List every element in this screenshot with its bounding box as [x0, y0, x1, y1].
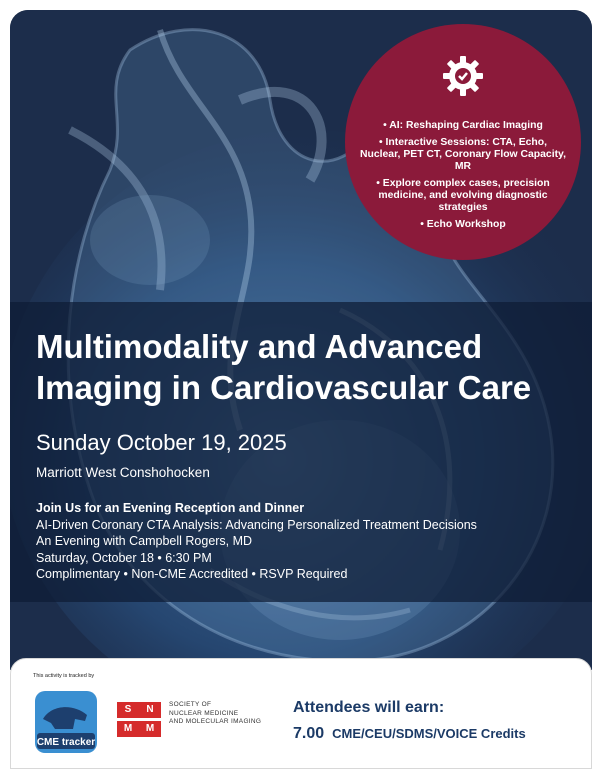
highlight-item: • AI: Reshaping Cardiac Imaging — [383, 120, 543, 131]
tracked-label: This activity is tracked by — [33, 673, 95, 679]
snmmi-line: AND MOLECULAR IMAGING — [169, 718, 262, 725]
reception-line: Saturday, October 18 • 6:30 PM — [36, 550, 212, 565]
reception-line: AI-Driven Coronary CTA Analysis: Advancing Personalized Treatment Decisions — [36, 517, 477, 532]
reception-line: Complimentary • Non-CME Accredited • RSVP Required — [36, 567, 348, 581]
gear-check-icon — [441, 54, 485, 98]
event-venue: Marriott West Conshohocken — [36, 465, 210, 480]
highlights-list — [359, 120, 567, 236]
poster — [10, 10, 592, 670]
snmmi-logo — [117, 699, 277, 734]
reception-info — [36, 500, 576, 583]
snmmi-line: NUCLEAR MEDICINE — [169, 709, 239, 717]
highlights-circle — [345, 24, 581, 260]
snm-letter: S — [117, 702, 139, 718]
snm-letter: N — [139, 702, 161, 718]
cme-logo-text: CME tracker — [36, 737, 96, 748]
credits-text: CME/CEU/SDMS/VOICE Credits — [332, 726, 526, 741]
highlight-item: • Echo Workshop — [420, 219, 506, 230]
event-title: Multimodality and Advanced Imaging in Cardiovascular Care — [36, 328, 532, 406]
cme-tracker-logo — [33, 685, 99, 757]
highlight-item: • Interactive Sessions: CTA, Echo, Nuclear, PET CT, Coronary Flow Capacity, MR — [360, 137, 566, 172]
event-date: Sunday October 19, 2025 — [36, 430, 287, 455]
footer — [10, 658, 592, 769]
earn-heading: Attendees will earn: — [293, 699, 445, 716]
highlight-item: • Explore complex cases, precision medicine, and evolving diagnostic strategies — [376, 178, 550, 213]
reception-line: An Evening with Campbell Rogers, MD — [36, 534, 253, 548]
reception-heading: Join Us for an Evening Reception and Dinner — [36, 501, 305, 515]
credits-line — [293, 725, 526, 743]
snm-letter: M — [139, 721, 161, 737]
credits-info — [293, 699, 526, 743]
snmmi-line: SOCIETY OF — [169, 701, 212, 708]
credits-number: 7.00 — [293, 725, 325, 742]
snmmi-name — [169, 701, 261, 727]
snm-letter: M — [117, 721, 139, 737]
